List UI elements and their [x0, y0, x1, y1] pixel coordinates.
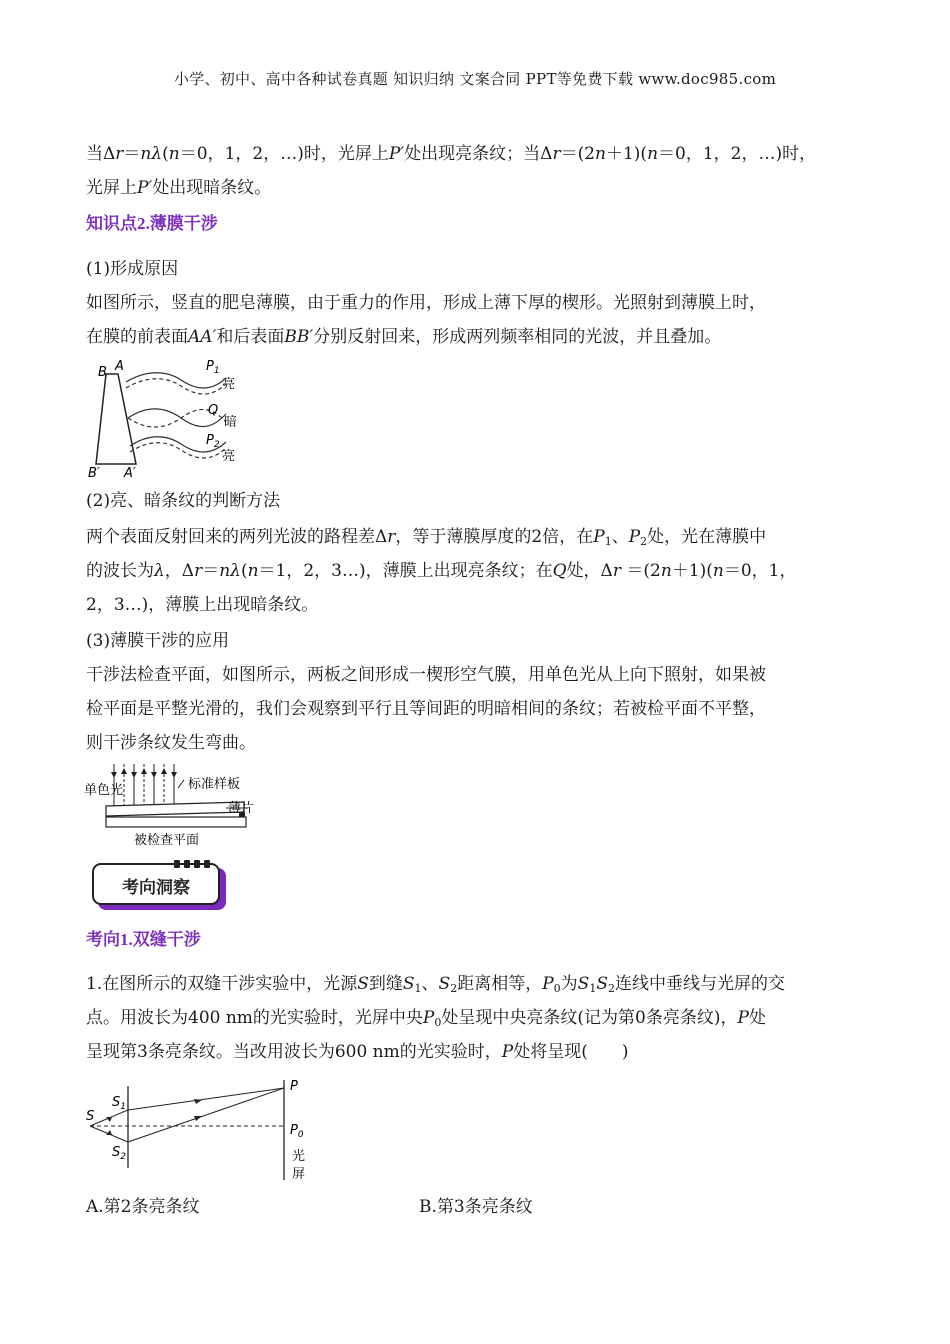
option-a[interactable]: A.第2条亮条纹: [86, 1197, 200, 1217]
subsection-title-application: (3)薄膜干涉的应用: [86, 631, 230, 651]
cause-line-2: 在膜的前表面AA′和后表面BB′分别反射回来，形成两列频率相同的光波，并且叠加。: [86, 327, 722, 347]
label-P: P: [290, 1079, 298, 1094]
label-S2: $S_2$: [112, 1145, 126, 1162]
judgement-line-2: 的波长为λ，Δr＝nλ(n＝1，2，3…)，薄膜上出现亮条纹；在Q处，Δr ＝(2n＋1)(n＝0，1，: [86, 561, 797, 581]
arrow-up-icon: [161, 768, 167, 774]
arrow-icon: [106, 1130, 112, 1135]
label-B: B: [98, 365, 107, 380]
label-thin-sheet: 薄片: [228, 801, 255, 816]
label-screen-2: 屏: [292, 1167, 306, 1182]
wave-top-solid: [126, 373, 226, 388]
cause-line-1: 如图所示，竖直的肥皂薄膜，由于重力的作用，形成上薄下厚的楔形。光照射到薄膜上时，: [86, 293, 766, 313]
flatness-check-figure: [84, 758, 270, 850]
page-header: 小学、初中、高中各种试卷真题 知识归纳 文案合同 PPT等免费下载 www.doc985.com: [173, 70, 777, 88]
label-S1: $S_1$: [112, 1095, 126, 1112]
arrow-icon: [106, 1117, 112, 1122]
section-heading-thin-film: 知识点2.薄膜干涉: [86, 214, 218, 234]
label-dark: 暗: [224, 415, 238, 430]
section-badge: [92, 860, 228, 912]
option-b[interactable]: B.第3条亮条纹: [419, 1197, 533, 1217]
label-A: A: [115, 359, 124, 374]
badge-ring-icon: [204, 860, 210, 868]
intro-line-1: 当Δr＝nλ(n＝0，1，2，…)时，光屏上P′处出现亮条纹；当Δr＝(2n＋1)(n＝0，1，2，…)时，: [86, 144, 817, 164]
badge-ring-icon: [174, 860, 180, 868]
arrow-down-icon: [151, 772, 157, 778]
arrow-up-icon: [121, 768, 127, 774]
double-slit-figure: [84, 1076, 314, 1188]
label-tested-surface: 被检查平面: [134, 833, 200, 848]
label-monochrome-light: 单色光: [84, 783, 124, 798]
ray-S1-P: [128, 1088, 284, 1110]
judgement-line-3: 2，3…)，薄膜上出现暗条纹。: [86, 595, 319, 615]
label-P0: $P_0$: [290, 1123, 304, 1140]
label-S: S: [86, 1109, 95, 1124]
arrow-up-icon: [141, 768, 147, 774]
label-A-prime: A′: [124, 466, 136, 480]
label-bright-2: 亮: [222, 449, 236, 464]
topic-heading-double-slit: 考向1.双缝干涉: [86, 930, 201, 950]
badge-ring-icon: [184, 860, 190, 868]
question-1-line-1: 1.在图所示的双缝干涉实验中，光源S到缝$S_1$、$S_2$距离相等，$P_0$为$S_1S_2$连线中垂线与光屏的交: [86, 974, 785, 995]
application-line-3: 则干涉条纹发生弯曲。: [86, 733, 256, 753]
arrow-down-icon: [111, 772, 117, 778]
label-screen-1: 光: [292, 1149, 306, 1164]
judgement-line-1: 两个表面反射回来的两列光波的路程差Δr，等于薄膜厚度的2倍，在$P_1$、$P_2$处，光在薄膜中: [86, 527, 767, 548]
intro-line-2: 光屏上P′处出现暗条纹。: [86, 178, 272, 198]
soap-film-figure: [86, 356, 256, 480]
arrow-down-icon: [131, 772, 137, 778]
label-P1: $P_1$: [206, 359, 220, 376]
badge-label: 考向洞察: [122, 878, 190, 898]
subsection-title-cause: (1)形成原因: [86, 259, 179, 279]
question-1-line-3: 呈现第3条亮条纹。当改用波长为600 nm的光实验时，P处将呈现( ): [86, 1042, 629, 1062]
arrow-down-icon: [171, 772, 177, 778]
arrow-icon: [194, 1116, 202, 1121]
label-bright-1: 亮: [222, 377, 236, 392]
application-line-1: 干涉法检查平面，如图所示，两板之间形成一楔形空气膜，用单色光从上向下照射，如果被: [86, 665, 766, 685]
tested-surface: [106, 817, 246, 827]
ray-S2-P: [128, 1088, 284, 1142]
label-P2: $P_2$: [206, 433, 220, 450]
subsection-title-judgement: (2)亮、暗条纹的判断方法: [86, 491, 281, 511]
question-1-line-2: 点。用波长为400 nm的光实验时，光屏中央$P_0$处呈现中央亮条纹(记为第0条亮条纹)，P处: [86, 1008, 766, 1029]
label-standard-plate: 标准样板: [188, 777, 241, 792]
label-B-prime: B′: [88, 466, 100, 480]
badge-ring-icon: [194, 860, 200, 868]
application-line-2: 检平面是平整光滑的，我们会观察到平行且等间距的明暗相间的条纹；若被检平面不平整，: [86, 699, 766, 719]
leader-line: [178, 780, 184, 788]
standard-plate: [106, 802, 244, 816]
label-Q: Q: [208, 403, 219, 418]
